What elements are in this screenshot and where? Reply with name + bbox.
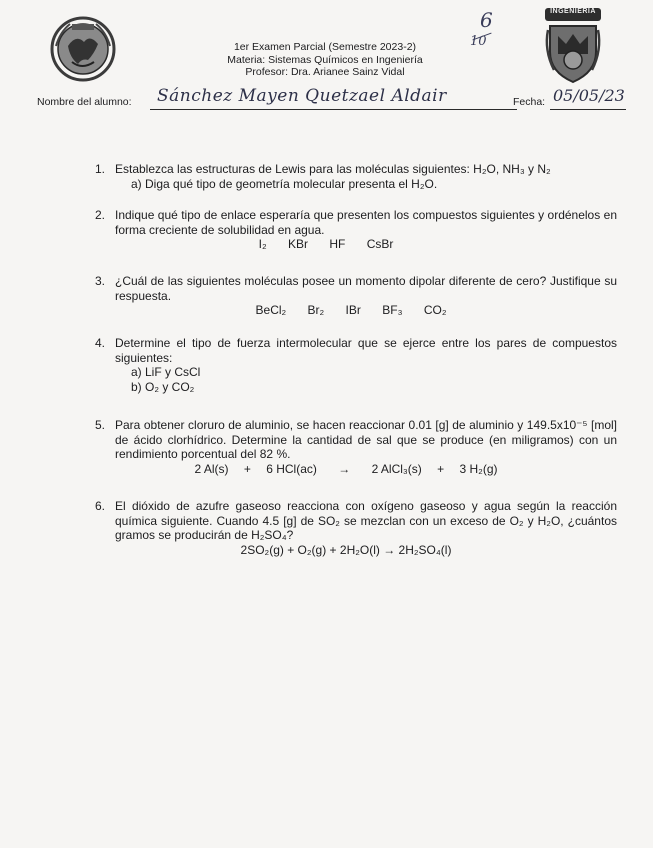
question-2 bbox=[95, 208, 617, 252]
question-3 bbox=[95, 274, 617, 318]
unam-seal-logo bbox=[50, 16, 116, 82]
date-underline bbox=[550, 109, 626, 110]
compound: I₂ bbox=[258, 237, 267, 251]
student-info-row bbox=[37, 86, 627, 112]
compound: HF bbox=[329, 237, 346, 251]
molecule: BeCl₂ bbox=[255, 303, 287, 317]
question-5 bbox=[95, 418, 617, 476]
question-6 bbox=[95, 499, 617, 557]
sub-question: a) Diga qué tipo de geometría molecular presenta el H₂O. bbox=[131, 176, 438, 191]
sub-question: a) LiF y CsCl bbox=[131, 365, 201, 379]
name-label: Nombre del alumno: bbox=[37, 96, 132, 108]
exam-header bbox=[190, 41, 460, 79]
question-1 bbox=[95, 162, 617, 191]
sub-question: b) O₂ y CO₂ bbox=[131, 379, 195, 394]
molecule: IBr bbox=[345, 303, 361, 317]
reaction-equation bbox=[115, 462, 617, 477]
molecule: BF₃ bbox=[382, 303, 403, 317]
equation-term: 3 H₂(g) bbox=[459, 461, 498, 476]
student-name: Sánchez Mayen Quetzael Aldair bbox=[157, 86, 447, 106]
question-text: ¿Cuál de las siguientes moléculas posee un momento dipolar diferente de cero? Justifique su respuesta. bbox=[115, 274, 617, 303]
subject-line: Materia: Sistemas Químicos en Ingeniería bbox=[227, 53, 423, 66]
question-number: 4. bbox=[95, 336, 106, 350]
compound: CsBr bbox=[366, 237, 394, 251]
question-number: 6. bbox=[95, 499, 106, 513]
compound: KBr bbox=[287, 237, 308, 251]
question-number: 1. bbox=[95, 162, 106, 176]
question-number: 2. bbox=[95, 208, 106, 222]
equation-plus: + bbox=[437, 461, 445, 476]
question-text: El dióxido de azufre gaseoso reacciona con oxígeno gaseoso y agua según la reacción química siguiente. Cuando 4.5 [g] de SO₂ se mezclan con un exceso de O₂ y H₂O, ¿cuántos gramos se producirán de H₂SO₄? bbox=[115, 499, 617, 542]
professor-line: Profesor: Dra. Arianee Sainz Vidal bbox=[245, 66, 405, 78]
grade-numerator: 6 bbox=[480, 8, 493, 32]
ingenieria-seal-logo bbox=[542, 6, 604, 92]
reaction-equation: 2SO₂(g) + O₂(g) + 2H₂O(l) → 2H₂SO₄(l) bbox=[240, 542, 452, 557]
name-underline bbox=[150, 109, 517, 110]
compound-list bbox=[115, 237, 617, 252]
molecule: CO₂ bbox=[423, 303, 447, 317]
question-text: Determine el tipo de fuerza intermolecular que se ejerce entre los pares de compuestos siguientes: bbox=[115, 336, 617, 365]
question-text: Para obtener cloruro de aluminio, se hacen reaccionar 0.01 [g] de aluminio y 149.5x10⁻⁵ [mol] de ácido clorhídrico. Determine la cantidad de sal que se produce (en miligramos) con un rendimiento porcentual del 82 %. bbox=[115, 418, 617, 461]
seal-right-lettering: INGENIERÍA bbox=[550, 8, 596, 15]
reaction-arrow: → bbox=[338, 461, 351, 476]
molecule: Br₂ bbox=[307, 303, 325, 317]
molecule-list bbox=[115, 303, 617, 318]
grade-denominator: 10 bbox=[470, 34, 487, 49]
question-number: 3. bbox=[95, 274, 106, 288]
grade-mark bbox=[470, 8, 510, 52]
date-label: Fecha: bbox=[513, 96, 546, 108]
equation-plus: + bbox=[243, 461, 251, 476]
question-number: 5. bbox=[95, 418, 106, 432]
exam-date: 05/05/23 bbox=[553, 86, 625, 105]
question-text: Indique qué tipo de enlace esperaría que presenten los compuestos siguientes y ordénelos en forma creciente de solubilidad en agua. bbox=[115, 208, 617, 237]
exam-title: 1er Examen Parcial (Semestre 2023-2) bbox=[233, 41, 417, 53]
equation-term: 6 HCl(ac) bbox=[266, 461, 317, 476]
equation-term: 2 Al(s) bbox=[194, 461, 229, 476]
equation-term: 2 AlCl₃(s) bbox=[371, 461, 422, 476]
question-text: Establezca las estructuras de Lewis para las moléculas siguientes: H₂O, NH₃ y N₂ bbox=[115, 162, 551, 176]
question-4 bbox=[95, 336, 617, 394]
